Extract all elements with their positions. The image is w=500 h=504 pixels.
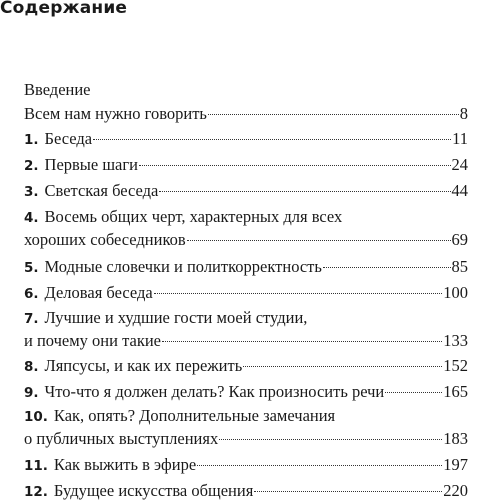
toc-entry-title: Светская беседа (44, 181, 159, 200)
dot-leader (139, 165, 451, 166)
toc-entry-first-line[interactable] (24, 205, 468, 229)
toc-entry-title: о публичных выступлениях (24, 429, 219, 448)
toc-entry[interactable] (24, 380, 468, 404)
toc-entry-first-line[interactable] (24, 404, 468, 428)
toc-entry[interactable] (24, 153, 468, 177)
dot-leader (93, 139, 451, 140)
toc-chapter-number: 10. (24, 409, 48, 425)
dot-leader (254, 491, 442, 492)
toc-entry-title: хороших собеседников (24, 230, 186, 249)
toc-chapter-number: 11. (24, 458, 48, 474)
toc-page-number: 152 (443, 356, 468, 375)
toc-entry[interactable] (24, 102, 468, 126)
dot-leader (385, 392, 442, 393)
toc-entry[interactable] (24, 329, 468, 353)
toc-entry-title: Всем нам нужно говорить (24, 104, 207, 123)
dot-leader (323, 267, 451, 268)
toc-page-number: 69 (451, 230, 468, 249)
toc-entry-title-line1: Как, опять? Дополнительные замечания (53, 406, 336, 425)
toc-section-title: Введение (24, 80, 91, 99)
toc-entry-title: и почему они такие (24, 331, 161, 350)
toc-chapter-number: 2. (24, 158, 39, 174)
dot-leader (208, 114, 459, 115)
toc-page-number: 133 (443, 331, 468, 350)
toc-entry-title: Что-что я должен делать? Как произносить речи (44, 382, 385, 401)
dot-leader (187, 240, 451, 241)
toc-entry-title: Будущее искусства общения (53, 481, 254, 500)
toc-entry[interactable] (24, 354, 468, 378)
toc-page-number: 100 (443, 283, 468, 302)
toc-entry[interactable] (24, 255, 468, 279)
toc-chapter-number: 7. (24, 311, 39, 327)
toc-chapter-number: 5. (24, 260, 39, 276)
toc-page-number: 197 (443, 455, 468, 474)
toc-entry-first-line[interactable] (24, 306, 468, 330)
toc-page-number: 11 (452, 129, 468, 148)
toc-entry[interactable] (24, 479, 468, 503)
dot-leader (197, 465, 442, 466)
dot-leader (154, 293, 443, 294)
toc-page-number: 8 (459, 104, 468, 123)
toc-entry[interactable] (24, 453, 468, 477)
toc-entry[interactable] (24, 228, 468, 252)
toc-entry[interactable] (24, 127, 468, 151)
toc-chapter-number: 1. (24, 132, 39, 148)
toc-page-number: 85 (451, 257, 468, 276)
toc-chapter-number: 6. (24, 286, 39, 302)
toc-page-number: 183 (443, 429, 468, 448)
dot-leader (159, 191, 450, 192)
toc-entry-title: Беседа (44, 129, 93, 148)
toc-chapter-number: 4. (24, 210, 39, 226)
toc-page-number: 220 (443, 481, 468, 500)
toc-page-number: 165 (443, 382, 468, 401)
toc-chapter-number: 8. (24, 359, 39, 375)
toc-entry[interactable] (24, 179, 468, 203)
toc-entry-title-line1: Лучшие и худшие гости моей студии, (44, 308, 308, 327)
toc-entry-title: Деловая беседа (44, 283, 153, 302)
toc-chapter-number: 12. (24, 484, 48, 500)
toc-entry-title: Первые шаги (44, 155, 138, 174)
toc-entry-title: Модные словечки и политкорректность (44, 257, 322, 276)
dot-leader (162, 341, 442, 342)
dot-leader (219, 439, 442, 440)
toc-chapter-number: 9. (24, 385, 39, 401)
toc-entry-title: Как выжить в эфире (53, 455, 197, 474)
toc-entry-title: Ляпсусы, и как их пережить (44, 356, 243, 375)
toc-page-number: 24 (451, 155, 468, 174)
toc-entry-title-line1: Восемь общих черт, характерных для всех (44, 207, 343, 226)
toc-entry[interactable] (24, 281, 468, 305)
page-title: Содержание (0, 0, 128, 18)
toc-page-number: 44 (451, 181, 468, 200)
dot-leader (243, 366, 442, 367)
toc-entry[interactable] (24, 427, 468, 451)
toc-chapter-number: 3. (24, 184, 39, 200)
